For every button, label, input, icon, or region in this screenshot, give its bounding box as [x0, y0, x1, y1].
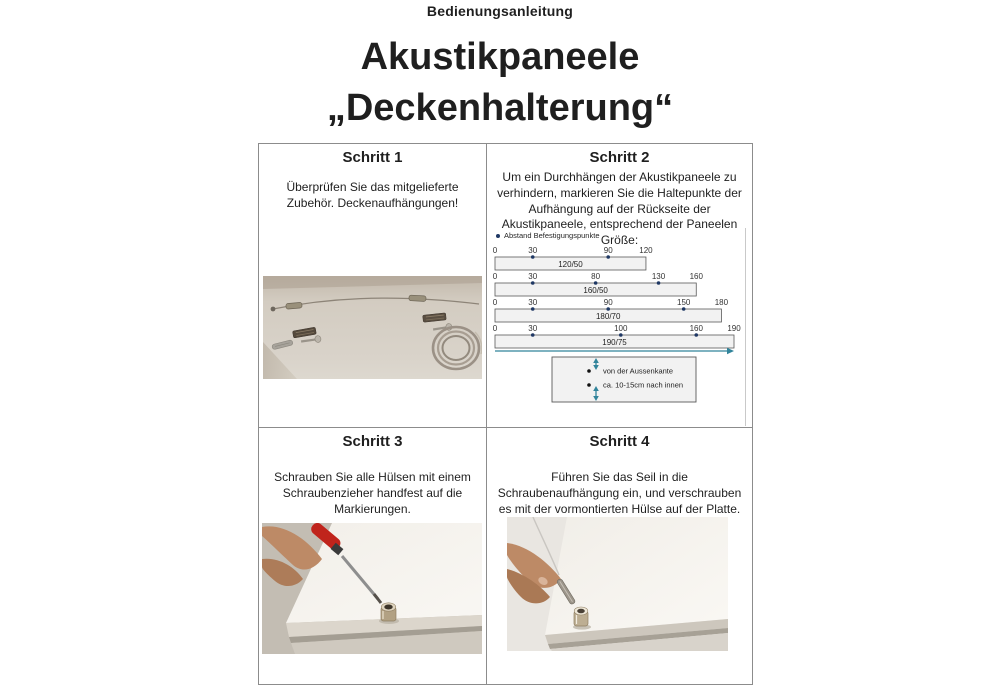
cable-mounting-photo	[507, 517, 728, 651]
step4-title: Schritt 4	[589, 433, 650, 450]
svg-text:90: 90	[603, 246, 613, 255]
title-line-2: „Deckenhalterung“	[326, 87, 674, 130]
svg-text:120/50: 120/50	[558, 260, 583, 269]
diagram-frame-edge	[745, 228, 746, 426]
legend-label: Abstand Befestigungspunkte	[504, 231, 600, 240]
diagram-legend	[496, 231, 600, 240]
wire-adjuster-left	[286, 302, 302, 309]
step3-text: Schrauben Sie alle Hülsen mit einem Schraubenzieher handfest auf die Markierungen.	[274, 470, 471, 516]
step1-cell	[259, 144, 487, 428]
svg-text:0: 0	[492, 324, 498, 333]
spacing-diagram	[487, 245, 749, 407]
svg-text:0: 0	[492, 246, 498, 255]
screwdriver-photo	[262, 523, 482, 654]
svg-text:160: 160	[689, 324, 703, 333]
step3-title: Schritt 3	[342, 433, 403, 450]
svg-text:30: 30	[528, 298, 538, 307]
svg-text:190: 190	[727, 324, 741, 333]
svg-text:100: 100	[614, 324, 628, 333]
svg-text:120: 120	[639, 246, 653, 255]
wire-end-ball	[271, 307, 276, 312]
step3-cell	[259, 428, 487, 684]
step2-text: Um ein Durchhängen der Akustikpaneele zu verhindern, markieren Sie die Haltepunkte der Aufhängung auf der Rückseite der Akustikpaneele, entsprechend der Paneelen Größe:	[497, 170, 742, 248]
svg-text:30: 30	[528, 246, 538, 255]
svg-text:90: 90	[603, 298, 613, 307]
step2-cell	[487, 144, 752, 428]
steps-table	[258, 143, 753, 685]
svg-text:0: 0	[492, 298, 498, 307]
step4-text: Führen Sie das Seil in die Schraubenaufhängung ein, und verschrauben es mit der vormontierten Hülse auf der Platte.	[497, 470, 742, 516]
svg-text:30: 30	[528, 272, 538, 281]
svg-text:190/75: 190/75	[602, 338, 627, 347]
svg-text:150: 150	[677, 298, 691, 307]
svg-text:160/50: 160/50	[583, 286, 608, 295]
title-line-1: Akustikpaneele	[360, 36, 640, 78]
step4-cell	[487, 428, 752, 684]
step2-title: Schritt 2	[589, 149, 650, 166]
svg-text:180/70: 180/70	[595, 312, 621, 321]
svg-text:ca. 10-15cm nach innen: ca. 10-15cm nach innen	[603, 380, 684, 390]
svg-text:180: 180	[714, 298, 729, 307]
wire-adjuster-right	[409, 295, 426, 301]
svg-text:80: 80	[591, 272, 601, 281]
svg-text:130: 130	[651, 272, 666, 281]
panel-top-surface	[545, 517, 728, 635]
accessories-photo	[263, 276, 482, 379]
svg-text:30: 30	[528, 324, 538, 333]
step1-text: Überprüfen Sie das mitgelieferte Zubehör. Deckenaufhängungen!	[286, 180, 459, 210]
page-title	[0, 32, 1000, 135]
legend-dot-icon	[496, 234, 500, 238]
document-kicker: Bedienungsanleitung	[426, 3, 574, 19]
step1-title: Schritt 1	[342, 149, 403, 166]
svg-text:0: 0	[492, 272, 498, 281]
svg-text:von der Aussenkante: von der Aussenkante	[603, 366, 674, 376]
svg-text:160: 160	[689, 272, 703, 281]
